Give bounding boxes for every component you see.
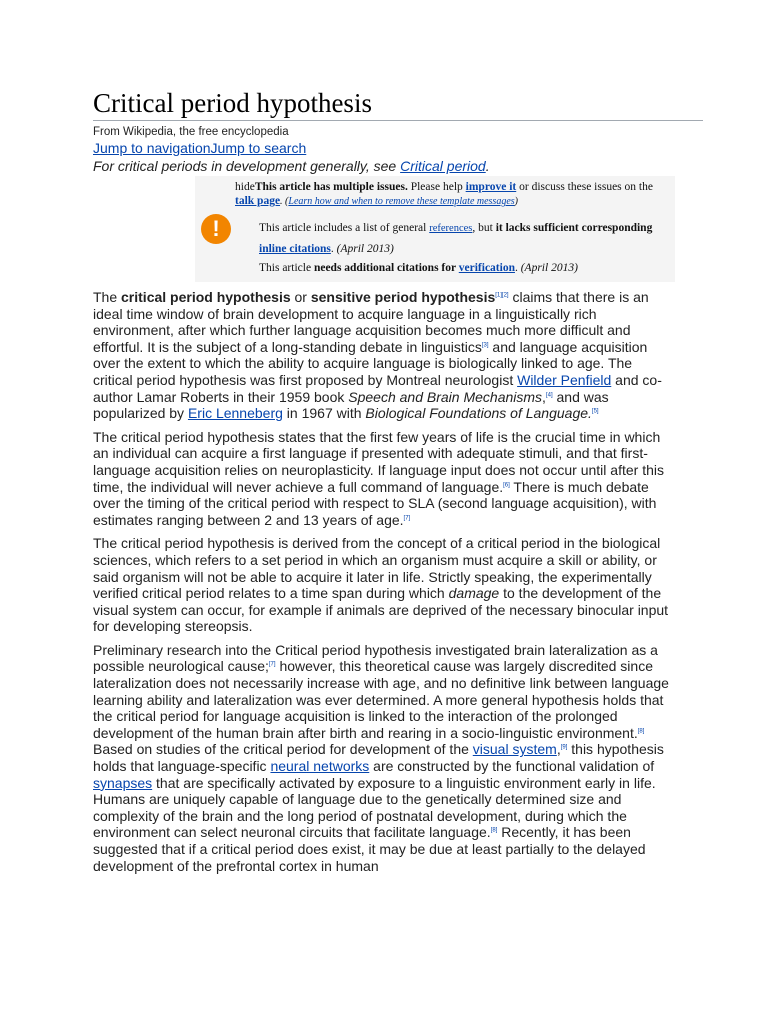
text: this hypothesis holds that language-specific [93, 741, 664, 775]
issue1-date: (April 2013) [336, 243, 394, 255]
citation-ref[interactable]: [7] [268, 661, 276, 668]
hatnote-text-end: . [485, 158, 490, 174]
citation-ref[interactable]: [7] [403, 515, 411, 522]
issue1-bold: it lacks sufficient corresponding [495, 222, 653, 234]
issue2-date: (April 2013) [520, 262, 578, 274]
text: that are specifically activated by exposure to a linguistic environment early in life. Humans are uniquely capable of language due to the genetically determined size and complexity of the brain and the long period of postnatal development, during which the environment can select neuronal circuits that facilitate language. [93, 774, 656, 841]
issue1-text-2: , but [472, 222, 496, 234]
issue2-bold: needs additional citations for [313, 262, 459, 274]
bold-term: sensitive period hypothesis [310, 289, 496, 305]
text: Based on studies of the critical period for development of the [93, 741, 473, 758]
text: however, this theoretical cause was largely discredited since lateralization does not necessarily increase with age, and no definitive link between language learning ability and lateralization was ever determined. A more general hypothesis holds that the critical period for language acquisition is linked to the interaction of the prolonged development of the human brain after birth and rearing in a socio-linguistic environment. [93, 658, 669, 741]
text: are constructed by the functional validation of [369, 758, 655, 775]
emphasis: damage [448, 585, 500, 602]
text: and co-author Lamar Roberts in their 1959 book [93, 371, 662, 405]
citation-ref[interactable]: [4] [545, 391, 553, 398]
hatnote-critical-period-link[interactable]: Critical period [400, 158, 486, 174]
article-header [93, 88, 675, 175]
text: , [556, 741, 561, 758]
issues-text-3: . ( [280, 196, 289, 207]
text: The [93, 289, 122, 305]
tagline: From Wikipedia, the free encyclopedia [93, 126, 289, 138]
wilder-penfield-link[interactable]: Wilder Penfield [517, 371, 612, 388]
neural-networks-link[interactable]: neural networks [270, 758, 370, 775]
issues-header [235, 180, 665, 209]
issue-verification [259, 261, 669, 275]
paragraph-2 [93, 429, 675, 529]
text: Preliminary research into the Critical period hypothesis investigated brain lateralization as a possible neurological cause; [93, 641, 658, 675]
hatnote [93, 157, 675, 175]
issue1-text-3: . [330, 243, 337, 255]
jump-links [93, 140, 675, 157]
verification-link[interactable]: verification [458, 262, 515, 274]
text: There is much debate over the timing of the critical period with respect to SLA (second language acquisition), with estimates ranging between 2 and 13 years of age. [93, 478, 657, 528]
text: in 1967 with [282, 405, 366, 422]
issues-text-4: ) [514, 196, 518, 207]
learn-how-link[interactable]: Learn how and when to remove these template messages [288, 196, 515, 207]
bold-term: critical period hypothesis [121, 289, 291, 305]
book-title: Speech and Brain Mechanisms [348, 388, 543, 405]
references-link[interactable]: references [429, 223, 473, 234]
citation-ref[interactable]: [5] [591, 408, 599, 415]
jump-to-navigation-link[interactable]: Jump to navigation [93, 140, 211, 156]
page-title: Critical period hypothesis [93, 88, 703, 121]
text: claims that there is an ideal time window of brain development to acquire language in a linguistically rich environment, after which further language acquisition becomes much more difficult and effortful. It is the subject of a long-standing debate in linguistics [93, 289, 649, 355]
issue1-text: This article includes a list of general [259, 222, 430, 234]
issues-heading: This article has multiple issues. [254, 181, 408, 193]
citation-ref[interactable]: [3] [481, 342, 489, 349]
citation-ref[interactable]: [6] [503, 481, 510, 488]
issues-text: Please help [407, 181, 466, 193]
talk-page-link[interactable]: talk page [235, 195, 281, 207]
citation-ref[interactable]: [8] [490, 827, 498, 834]
issue-references [259, 218, 669, 260]
text: Recently, it has been suggested that if a critical period does exist, it may be due at least partially to the delayed development of the prefrontal cortex in human [93, 824, 646, 874]
citation-ref[interactable]: [8] [637, 728, 645, 735]
hatnote-text: For critical periods in development generally, see [93, 158, 401, 174]
jump-to-search-link[interactable]: Jump to search [210, 140, 307, 156]
text: and was popularized by [93, 388, 609, 422]
text: The critical period hypothesis states that the first few years of life is the crucial time in which an individual can acquire a first language if presented with adequate stimuli, and that first-language acquisition relies on neuroplasticity. If language input does not occur until after this time, the individual will never achieve a full command of language. [93, 428, 664, 495]
text: and language acquisition over the extent to which the ability to acquire language is biologically linked to age. The critical period hypothesis was first proposed by Montreal neurologist [93, 338, 648, 388]
book-title: Biological Foundations of Language. [365, 405, 592, 422]
inline-citations-link[interactable]: inline citations [259, 243, 331, 255]
citation-ref[interactable]: [1][2] [495, 292, 509, 299]
citation-ref[interactable]: [9] [560, 744, 568, 751]
warning-icon: ! [201, 214, 231, 244]
hide-toggle[interactable]: hide [235, 181, 255, 193]
paragraph-3 [93, 535, 675, 635]
visual-system-link[interactable]: visual system [472, 741, 557, 758]
improve-it-link[interactable]: improve it [465, 181, 517, 193]
text: to the development of the visual system can occur, for example if animals are deprived of the necessary binocular input for developing stereopsis. [93, 585, 669, 635]
multiple-issues-box [195, 176, 675, 282]
text: The critical period hypothesis is derived from the concept of a critical period in the biological sciences, which refers to a set period in which an organism must acquire a skill or ability, or said organism will not be able to acquire it later in life. Strictly speaking, the experimentally verified critical period relates to a time span during which [93, 535, 661, 602]
synapses-link[interactable]: synapses [93, 774, 153, 791]
paragraph-1 [93, 289, 675, 422]
article-body [93, 289, 675, 881]
text: or [290, 289, 311, 305]
paragraph-4 [93, 642, 675, 874]
issues-text-2: or discuss these issues on the [516, 181, 653, 193]
issue2-text: This article [259, 262, 314, 274]
eric-lenneberg-link[interactable]: Eric Lenneberg [187, 405, 283, 422]
text: , [542, 388, 546, 405]
issue2-text-2: . [514, 262, 521, 274]
